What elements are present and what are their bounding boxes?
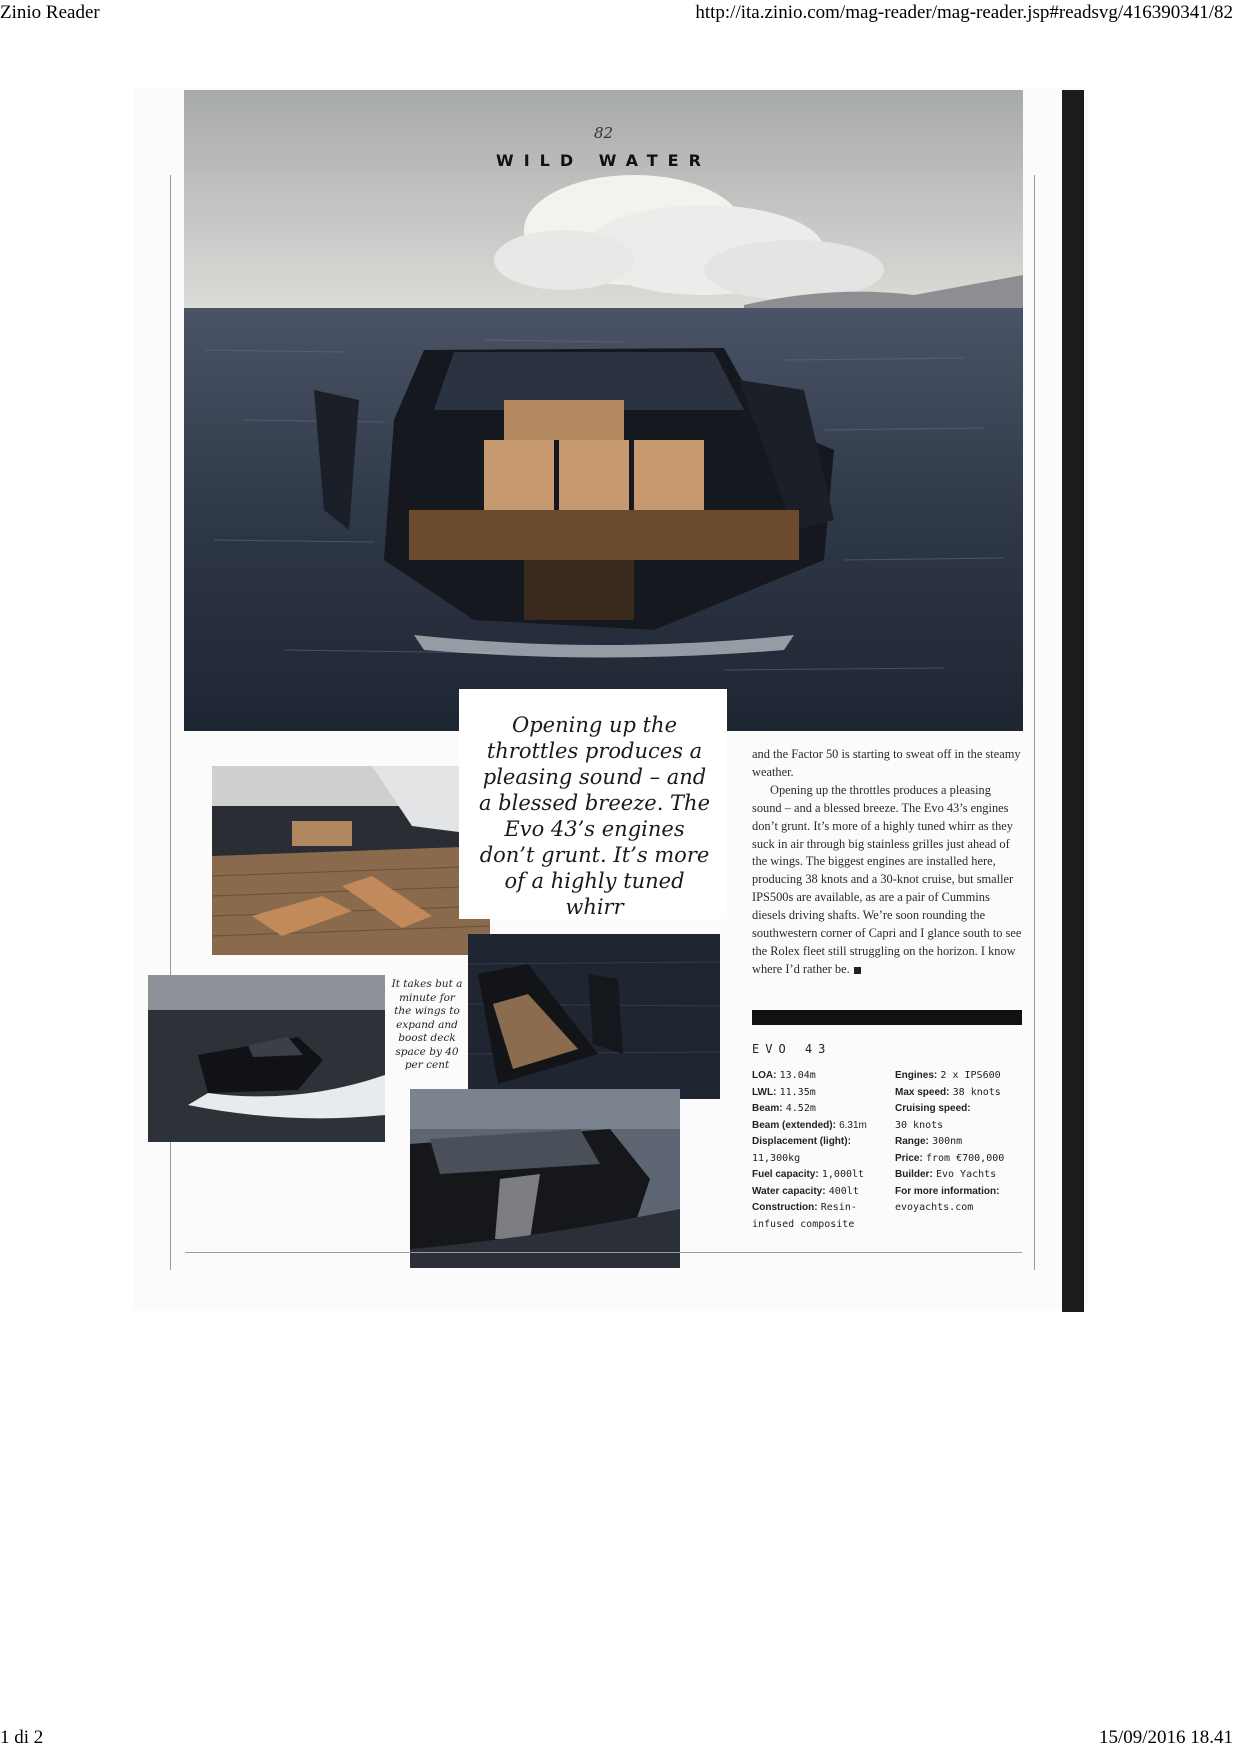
spec-value: from €700,000 bbox=[925, 1152, 1005, 1164]
specs-left-column bbox=[752, 1068, 887, 1233]
spec-value: 38 knots bbox=[952, 1086, 1001, 1098]
page-rule-right bbox=[1034, 175, 1035, 1270]
spec-row bbox=[752, 1118, 887, 1135]
print-header-left: Zinio Reader bbox=[0, 2, 100, 23]
spec-row bbox=[895, 1151, 1025, 1168]
spec-label: Fuel capacity: bbox=[752, 1169, 819, 1180]
article-body bbox=[752, 746, 1022, 979]
spec-row bbox=[895, 1085, 1025, 1102]
print-footer-timestamp: 15/09/2016 18.41 bbox=[1098, 1727, 1233, 1748]
spec-row bbox=[752, 1085, 887, 1102]
spec-label: Water capacity: bbox=[752, 1185, 826, 1197]
spec-value: 300nm bbox=[932, 1136, 963, 1147]
spec-value: Evo Yachts bbox=[935, 1169, 997, 1180]
spec-label: Construction: bbox=[752, 1202, 818, 1213]
spec-label: Displacement (light): bbox=[752, 1136, 851, 1147]
spec-row bbox=[752, 1134, 887, 1167]
spec-value: Resin-infused composite bbox=[752, 1202, 857, 1230]
pull-quote: Opening up the throttles produces a pleasing sound – and a blessed breeze. The Evo 43’s engines don’t grunt. It’s more of a highly tuned whirr bbox=[478, 713, 711, 919]
end-mark-icon bbox=[854, 967, 861, 974]
spec-label: Cruising speed: bbox=[895, 1103, 971, 1114]
spec-label: Beam: bbox=[752, 1103, 783, 1114]
print-header-url[interactable]: http://ita.zinio.com/mag-reader/mag-reader.jsp#readsvg/416390341/82 bbox=[695, 2, 1233, 23]
yacht-running-photo bbox=[148, 975, 385, 1142]
body-paragraph-2-text: Opening up the throttles produces a pleasing sound – and a blessed breeze. The Evo 43’s engines don’t grunt. It’s more of a highly tuned whirr as they suck in air through big stainless grilles just ahead of the wings. The biggest engines are installed here, producing 38 knots and a 30-knot cruise, but smaller IPS500s are available, as are a pair of Cummins diesels driving shafts. We’re soon rounding the southwestern corner of Capri and I glance south to see the Rolex fleet still struggling on the horizon. I know where I’d rather be. bbox=[752, 782, 1022, 976]
page-edge-bar bbox=[1062, 90, 1084, 1312]
print-footer-page: 1 di 2 bbox=[0, 1727, 44, 1748]
spec-value: 400lt bbox=[828, 1185, 859, 1197]
photo-caption: It takes but a minute for the wings to expand and boost deck space by 40 per cent bbox=[391, 978, 463, 1071]
spec-label: Price: bbox=[895, 1152, 923, 1164]
hero-yacht-photo bbox=[184, 90, 1023, 731]
specs-divider-bar bbox=[752, 1010, 1022, 1025]
spec-value: 6.31m bbox=[839, 1119, 867, 1131]
spec-label: Builder: bbox=[895, 1169, 933, 1180]
spec-value: 13.04m bbox=[779, 1070, 816, 1081]
spec-value: 4.52m bbox=[785, 1103, 816, 1114]
spec-row bbox=[752, 1068, 887, 1085]
page-number: 82 bbox=[593, 124, 614, 142]
spec-row bbox=[752, 1167, 887, 1184]
spec-value: 30 knots bbox=[895, 1119, 944, 1131]
spec-value: 11,300kg bbox=[752, 1152, 801, 1164]
spec-value: 1,000lt bbox=[821, 1169, 865, 1180]
spec-label: Beam (extended): bbox=[752, 1119, 836, 1131]
spec-row bbox=[752, 1184, 887, 1201]
section-title: WILD WATER bbox=[496, 151, 711, 170]
hull-closeup-photo bbox=[410, 1089, 680, 1268]
spec-value: 11.35m bbox=[779, 1086, 816, 1098]
spec-label: For more information: bbox=[895, 1185, 1000, 1197]
spec-value: 2 x IPS600 bbox=[940, 1070, 1001, 1081]
body-paragraph-1: and the Factor 50 is starting to sweat off in the steamy weather. bbox=[752, 747, 1021, 779]
deck-loungers-photo bbox=[212, 766, 490, 955]
page-bottom-rule bbox=[185, 1252, 1022, 1253]
spec-row bbox=[752, 1101, 887, 1118]
spec-row bbox=[895, 1068, 1025, 1085]
deck-wing-photo bbox=[468, 934, 720, 1099]
spec-row bbox=[752, 1200, 887, 1233]
spec-value[interactable]: evoyachts.com bbox=[895, 1202, 974, 1213]
spec-row bbox=[895, 1134, 1025, 1151]
spec-label: Max speed: bbox=[895, 1086, 950, 1098]
spec-label: LOA: bbox=[752, 1070, 777, 1081]
spec-row bbox=[895, 1184, 1025, 1217]
spec-label: LWL: bbox=[752, 1086, 777, 1098]
spec-row bbox=[895, 1167, 1025, 1184]
specs-right-column bbox=[895, 1068, 1025, 1217]
specs-title: EVO 43 bbox=[752, 1042, 832, 1056]
spec-label: Engines: bbox=[895, 1070, 938, 1081]
spec-label: Range: bbox=[895, 1136, 929, 1147]
body-paragraph-2 bbox=[752, 782, 1022, 979]
spec-row bbox=[895, 1101, 1025, 1134]
